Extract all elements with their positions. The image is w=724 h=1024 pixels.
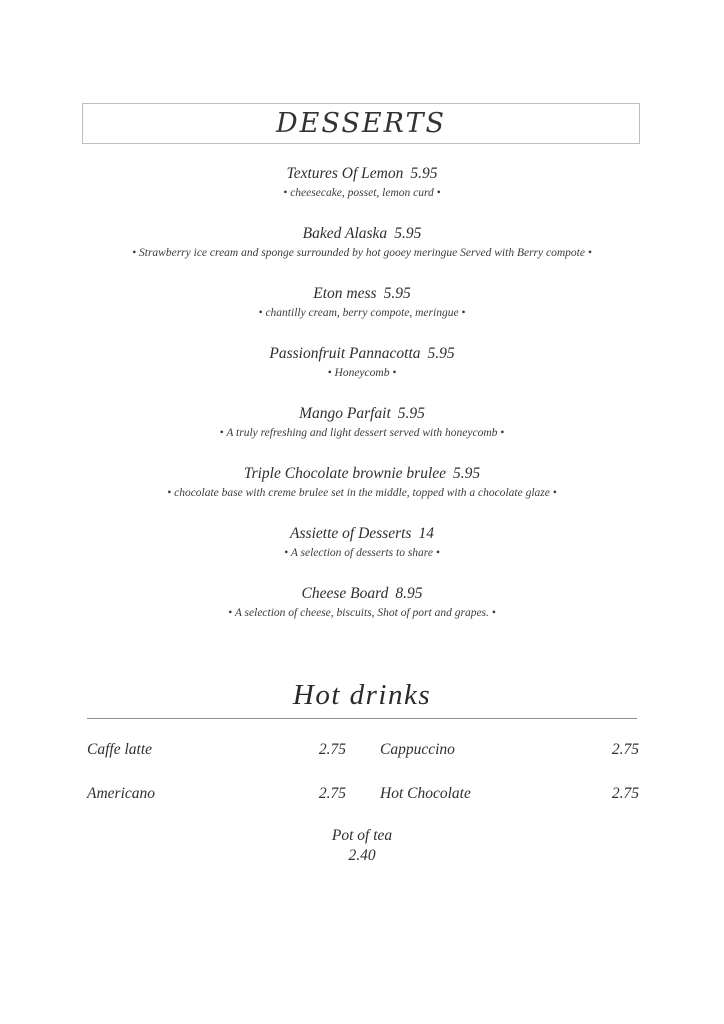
drink-item (380, 738, 639, 762)
dessert-list (0, 162, 724, 642)
drink-price: 2.75 (318, 785, 346, 802)
dessert-price: 5.95 (394, 225, 422, 242)
dessert-name: Textures Of Lemon (286, 165, 404, 182)
dessert-item (0, 162, 724, 222)
dessert-item (0, 342, 724, 402)
drink-name: Americano (87, 785, 156, 802)
drink-name: Hot Chocolate (380, 785, 471, 802)
dessert-price: 5.95 (453, 465, 481, 482)
drink-price: 2.75 (318, 741, 346, 758)
dessert-price: 8.95 (395, 585, 423, 602)
drink-price: 2.75 (611, 741, 639, 758)
dessert-item (0, 282, 724, 342)
dessert-item (0, 462, 724, 522)
dessert-description: • cheesecake, posset, lemon curd • (283, 187, 441, 199)
dessert-name: Triple Chocolate brownie brulee (243, 465, 447, 482)
dessert-name: Baked Alaska (302, 225, 388, 242)
dessert-description: • A selection of cheese, biscuits, Shot of port and grapes. • (228, 607, 496, 619)
hot-drinks-divider (87, 718, 637, 719)
dessert-item (0, 522, 724, 582)
pot-of-tea-item (0, 826, 724, 866)
dessert-price: 5.95 (410, 165, 438, 182)
dessert-name: Passionfruit Pannacotta (269, 345, 421, 362)
drink-item (87, 782, 346, 806)
dessert-price: 5.95 (383, 285, 411, 302)
desserts-title-box (82, 103, 640, 144)
dessert-name: Eton mess (313, 285, 377, 302)
dessert-description: • A truly refreshing and light dessert served with honeycomb • (219, 427, 505, 439)
dessert-description: • Strawberry ice cream and sponge surrounded by hot gooey meringue Served with Berry compote • (132, 247, 592, 259)
dessert-item (0, 582, 724, 642)
dessert-name: Assiette of Desserts (290, 525, 412, 542)
hot-drinks-grid (87, 738, 638, 826)
drink-row (87, 782, 638, 826)
drink-item (87, 738, 346, 762)
dessert-description: • chocolate base with creme brulee set in the middle, topped with a chocolate glaze • (167, 487, 557, 499)
dessert-description: • chantilly cream, berry compote, meringue • (258, 307, 466, 319)
dessert-item (0, 402, 724, 462)
dessert-price: 5.95 (427, 345, 455, 362)
drink-name: Caffe latte (87, 741, 153, 758)
dessert-price: 14 (418, 525, 434, 542)
drink-name: Cappuccino (380, 741, 455, 758)
dessert-name: Cheese Board (301, 585, 389, 602)
pot-of-tea-price: 2.40 (348, 847, 376, 864)
drink-row (87, 738, 638, 782)
drink-item (380, 782, 639, 806)
pot-of-tea-name: Pot of tea (331, 827, 393, 844)
dessert-description: • A selection of desserts to share • (284, 547, 440, 559)
dessert-name: Mango Parfait (299, 405, 391, 422)
desserts-title: DESSERTS (276, 108, 446, 139)
dessert-description: • Honeycomb • (327, 367, 397, 379)
drink-price: 2.75 (611, 785, 639, 802)
dessert-price: 5.95 (397, 405, 425, 422)
dessert-item (0, 222, 724, 282)
hot-drinks-title: Hot drinks (292, 679, 432, 711)
